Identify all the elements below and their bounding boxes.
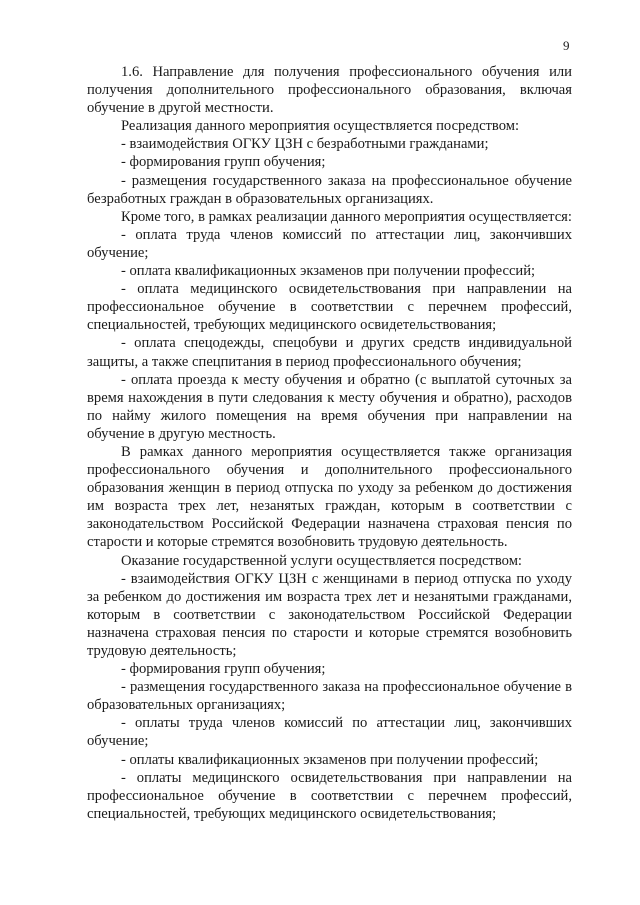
list-item: - взаимодействия ОГКУ ЦЗН с безработными гражданами;	[121, 136, 489, 153]
paragraph: Кроме того, в рамках реализации данного мероприятия осуществляется:	[121, 208, 572, 225]
list-item: - оплата спецодежды, спецобуви и других средств индивидуальной защиты, а также спецпитания в период профессионального обучения;	[87, 335, 572, 370]
document-body	[87, 63, 572, 823]
list-item: - размещения государственного заказа на профессиональное обучение в образовательных организациях;	[87, 679, 572, 714]
list-item: - взаимодействия ОГКУ ЦЗН с женщинами в период отпуска по уходу за ребенком до достижения им возраста трех лет и незанятыми гражданами, которым в соответствии с законодательством Российской Федерации назначена страховая пенсия по старости и которые стремятся возобновить трудовую деятельность;	[87, 570, 572, 659]
list-item: - оплаты труда членов комиссий по аттестации лиц, закончивших обучение;	[87, 715, 572, 750]
list-item: - оплата квалификационных экзаменов при получении профессий;	[121, 263, 536, 280]
list-item: - оплата проезда к месту обучения и обратно (с выплатой суточных за время нахождения в пути следования к месту обучения и обратно), расходов по найму жилого помещения на время обучения при направлении на обучение в другую местность.	[87, 371, 572, 442]
paragraph: Оказание государственной услуги осуществляется посредством:	[121, 552, 522, 569]
list-item: - размещения государственного заказа на профессиональное обучение безработных граждан в образовательных организациях.	[87, 172, 572, 207]
list-item: - формирования групп обучения;	[121, 661, 326, 678]
page-number: 9	[563, 38, 570, 53]
list-item: - формирования групп обучения;	[121, 154, 326, 171]
list-item: - оплаты квалификационных экзаменов при получении профессий;	[121, 751, 539, 768]
list-item: - оплата труда членов комиссий по аттестации лиц, закончивших обучение;	[87, 226, 572, 261]
paragraph: В рамках данного мероприятия осуществляется также организация профессионального обучения и дополнительного профессионального образования женщин в период отпуска по уходу за ребенком до достижения им возраста трех лет, незанятых граждан, которым в соответствии с законодательством Российской Федерации назначена страховая пенсия по старости и которые стремятся возобновить трудовую деятельность.	[87, 443, 572, 551]
list-item: - оплата медицинского освидетельствования при направлении на профессиональное обучение в соответствии с перечнем профессий, специальностей, требующих медицинского освидетельствования;	[87, 281, 572, 334]
paragraph: Реализация данного мероприятия осуществляется посредством:	[121, 118, 520, 135]
paragraph-section-heading: 1.6. Направление для получения профессионального обучения или получения дополнительного профессионального образования, включая обучение в другой местности.	[87, 64, 572, 117]
list-item: - оплаты медицинского освидетельствования при направлении на профессиональное обучение в соответствии с перечнем профессий, специальностей, требующих медицинского освидетельствования;	[87, 769, 572, 822]
